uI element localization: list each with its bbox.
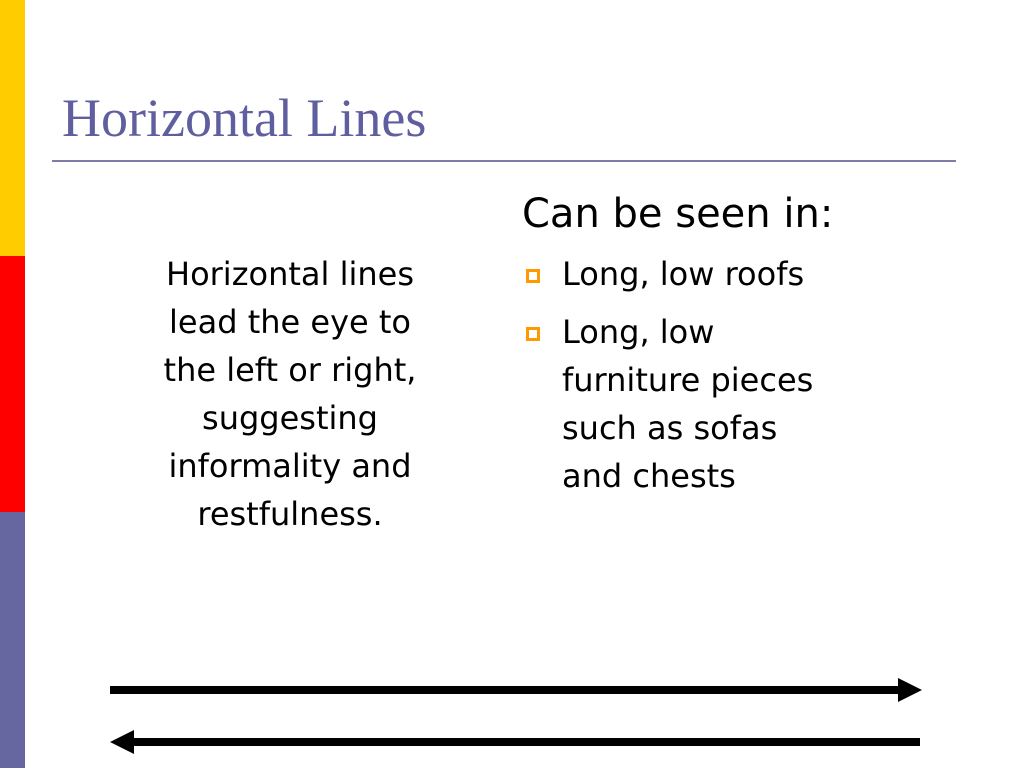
left-arrow-shaft <box>128 738 920 746</box>
right-arrow-icon <box>110 678 922 702</box>
side-bar-red-segment <box>0 256 25 512</box>
square-bullet-icon <box>526 327 540 341</box>
square-bullet-icon <box>526 269 540 283</box>
list-item <box>522 250 942 298</box>
examples-heading: Can be seen in: <box>522 191 834 237</box>
description-text: Horizontal lines lead the eye to the left or right, suggesting informality and restfulness. <box>163 255 417 533</box>
left-arrow-head <box>110 730 134 754</box>
side-bar-yellow-segment <box>0 0 25 256</box>
left-arrow-icon <box>110 730 920 754</box>
right-arrow-head <box>898 678 922 702</box>
right-arrow-shaft <box>110 686 910 694</box>
examples-list <box>522 250 942 510</box>
slide-title: Horizontal Lines <box>62 88 427 148</box>
side-color-bar <box>0 0 25 768</box>
arrows-illustration <box>100 670 940 760</box>
title-underline <box>52 160 956 162</box>
side-bar-blue-segment <box>0 512 25 768</box>
list-item <box>522 308 942 500</box>
list-item-text: Long, low furniture pieces such as sofas and chests <box>562 313 814 495</box>
list-item-text: Long, low roofs <box>562 255 805 293</box>
